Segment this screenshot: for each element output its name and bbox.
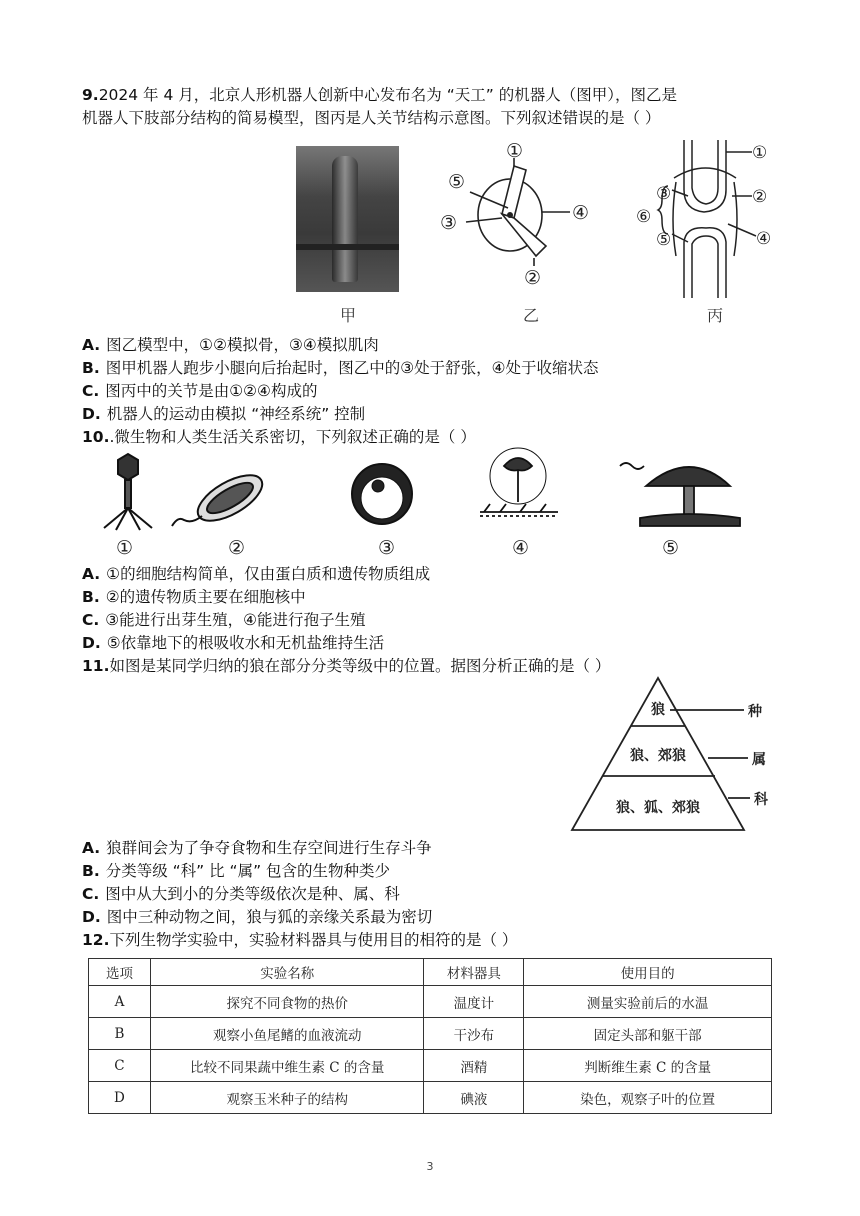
table-cell: 固定头部和躯干部 [524, 1018, 772, 1050]
caption-jia: 甲 [340, 306, 357, 325]
option-text: 图丙中的关节是由①②④构成的 [105, 382, 318, 400]
table-row [89, 1018, 772, 1050]
bing-label-4: ④ [756, 229, 772, 249]
q11-stem [82, 655, 610, 677]
q10-number: 10. [82, 428, 110, 446]
option-letter: B. [82, 359, 100, 377]
mold-drawing [480, 448, 558, 516]
option-letter: A. [82, 336, 101, 354]
q11-option-d[interactable] [82, 906, 432, 928]
header-material: 材料器具 [424, 959, 524, 986]
page-number: 3 [426, 1160, 434, 1173]
robot-photo [296, 146, 399, 292]
table-cell: 温度计 [424, 986, 524, 1018]
table-row [89, 1082, 772, 1114]
option-text: ①的细胞结构简单，仅由蛋白质和遗传物质组成 [106, 565, 431, 583]
lower-bone [684, 228, 726, 298]
microbe-label-2: ② [228, 537, 246, 558]
yi-label-1: ① [506, 140, 524, 162]
header-experiment: 实验名称 [150, 959, 424, 986]
q12-stem [82, 929, 517, 951]
bing-label-3: ③ [656, 184, 672, 204]
table-cell: 比较不同果蔬中维生素 C 的含量 [150, 1050, 424, 1082]
q11-stem-text: 如图是某同学归纳的狼在部分分类等级中的位置。据图分析正确的是（ ） [109, 657, 611, 675]
q9-stem-line1 [82, 84, 677, 106]
table-cell: 碘液 [424, 1082, 524, 1114]
option-letter: C. [82, 885, 100, 903]
q10-option-c[interactable] [82, 609, 366, 631]
pyramid-rank-genus: 属 [752, 752, 766, 768]
limb-model-diagram [430, 138, 600, 288]
option-text: 图中从大到小的分类等级依次是种、属、科 [105, 885, 400, 903]
pyramid-species-animals: 狼 [651, 702, 665, 718]
classification-pyramid [548, 672, 778, 832]
option-letter: D. [82, 634, 101, 652]
upper-bone [684, 140, 726, 212]
option-letter: C. [82, 611, 100, 629]
table-cell: A [89, 986, 151, 1018]
q10-stem-text: .微生物和人类生活关系密切，下列叙述正确的是（ ） [109, 428, 476, 446]
yi-label-3: ③ [440, 212, 458, 234]
table-header-row [89, 959, 772, 986]
robot-silhouette [332, 156, 358, 282]
joint-structure-diagram [632, 138, 782, 298]
lower-bone-bar [502, 214, 546, 256]
table-cell: 干沙布 [424, 1018, 524, 1050]
q9-option-b[interactable] [82, 357, 599, 379]
yi-label-4: ④ [572, 202, 590, 224]
q10-stem [82, 426, 476, 448]
table-cell: D [89, 1082, 151, 1114]
microbe-label-5: ⑤ [662, 537, 680, 558]
table-cell: 观察小鱼尾鳍的血液流动 [150, 1018, 424, 1050]
experiment-table [88, 958, 772, 1114]
option-text: ③能进行出芽生殖，④能进行孢子生殖 [105, 611, 366, 629]
caption-yi: 乙 [523, 306, 540, 325]
pyramid-genus-animals: 狼、郊狼 [630, 748, 686, 764]
option-letter: B. [82, 588, 100, 606]
q9-option-d[interactable] [82, 403, 365, 425]
table-cell: 观察玉米种子的结构 [150, 1082, 424, 1114]
option-text: ⑤依靠地下的根吸收水和无机盐维持生活 [106, 634, 385, 652]
yi-label-5: ⑤ [448, 171, 466, 193]
bing-label-1: ① [752, 143, 768, 163]
bacteriophage-drawing [104, 454, 152, 530]
table-cell: 探究不同食物的热价 [150, 986, 424, 1018]
option-text: 图甲机器人跑步小腿向后抬起时，图乙中的③处于舒张，④处于收缩状态 [105, 359, 599, 377]
option-letter: B. [82, 862, 100, 880]
header-purpose: 使用目的 [524, 959, 772, 986]
caption-bing: 丙 [707, 306, 724, 325]
q12-stem-text: 下列生物学实验中，实验材料器具与使用目的相符的是（ ） [109, 931, 518, 949]
joint-capsule-left [673, 182, 676, 256]
table-cell: 染色，观察子叶的位置 [524, 1082, 772, 1114]
joint-capsule-right [734, 182, 737, 256]
table-cell: 测量实验前后的水温 [524, 986, 772, 1018]
bing-label-5: ⑤ [656, 230, 672, 250]
q9-stem-line2: 机器人下肢部分结构的简易模型，图丙是人关节结构示意图。下列叙述错误的是（ ） [82, 109, 661, 127]
microbes-figure [80, 446, 760, 558]
pyramid-family-animals: 狼、狐、郊狼 [616, 800, 700, 816]
header-option: 选项 [89, 959, 151, 986]
q11-number: 11. [82, 657, 110, 675]
q11-option-c[interactable] [82, 883, 400, 905]
yeast-cell-drawing [352, 464, 412, 524]
pyramid-rank-species: 种 [748, 704, 762, 720]
option-letter: A. [82, 565, 101, 583]
q11-option-a[interactable] [82, 837, 432, 859]
upper-bone-bar [502, 166, 526, 218]
q10-option-b[interactable] [82, 586, 306, 608]
option-text: 狼群间会为了争夺食物和生存空间进行生存斗争 [106, 839, 432, 857]
table-row [89, 1050, 772, 1082]
bacterium-drawing [172, 466, 269, 530]
option-letter: A. [82, 839, 101, 857]
option-text: ②的遗传物质主要在细胞核中 [105, 588, 306, 606]
q9-option-c[interactable] [82, 380, 317, 402]
mushroom-drawing [620, 463, 740, 526]
table-cell: B [89, 1018, 151, 1050]
photo-bar [296, 244, 399, 250]
option-text: 图中三种动物之间，狼与狐的亲缘关系最为密切 [106, 908, 433, 926]
option-text: 机器人的运动由模拟 “神经系统” 控制 [106, 405, 366, 423]
pyramid-rank-family: 科 [754, 792, 768, 808]
q10-option-a[interactable] [82, 563, 430, 585]
q11-option-b[interactable] [82, 860, 390, 882]
option-letter: C. [82, 382, 100, 400]
q9-stem-text1: 2024 年 4 月，北京人形机器人创新中心发布名为 “天工” 的机器人（图甲），图乙是 [98, 86, 677, 104]
option-text: 图乙模型中，①②模拟骨，③④模拟肌肉 [106, 336, 379, 354]
microbe-label-3: ③ [378, 537, 396, 558]
q9-number: 9. [82, 86, 99, 104]
q9-option-a[interactable] [82, 334, 379, 356]
microbe-label-4: ④ [512, 537, 530, 558]
yi-label-2: ② [524, 267, 542, 288]
option-letter: D. [82, 405, 101, 423]
table-cell: C [89, 1050, 151, 1082]
option-letter: D. [82, 908, 101, 926]
table-row [89, 986, 772, 1018]
option-text: 分类等级 “科” 比 “属” 包含的生物种类少 [105, 862, 391, 880]
table-cell: 判断维生素 C 的含量 [524, 1050, 772, 1082]
microbe-label-1: ① [116, 537, 134, 558]
bing-label-2: ② [752, 187, 768, 207]
table-cell: 酒精 [424, 1050, 524, 1082]
q12-number: 12. [82, 931, 110, 949]
q10-option-d[interactable] [82, 632, 384, 654]
bing-label-6: ⑥ [636, 207, 652, 227]
